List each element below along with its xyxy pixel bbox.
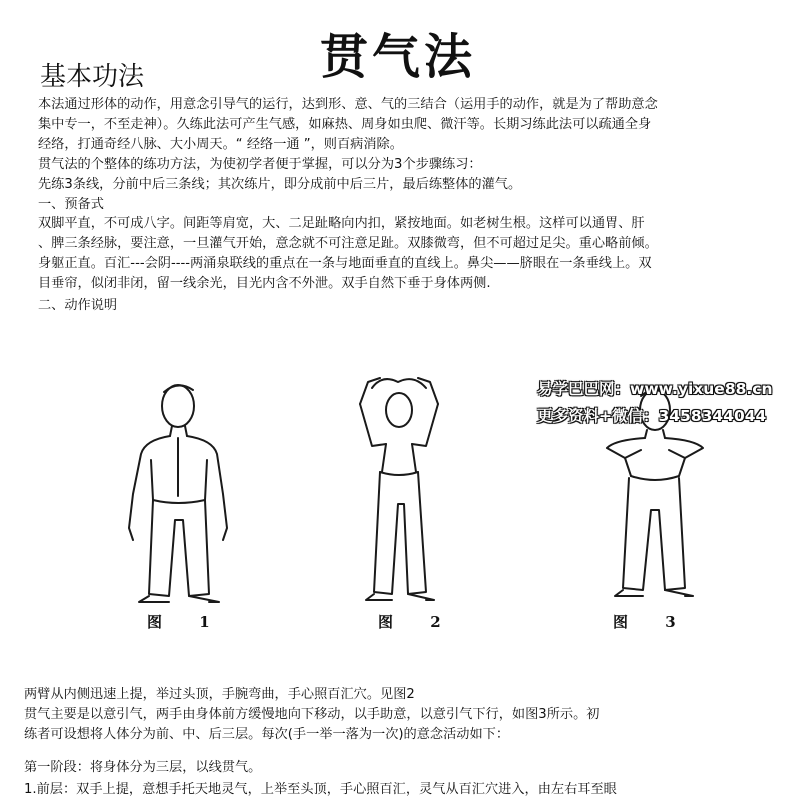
figure-caption: 图 2 — [378, 613, 457, 631]
paragraph-line: 身躯正直。百汇---会阴----两涌泉联线的重点在一条与地面垂直的直线上。鼻尖——脐眼在一条垂线上。双 — [38, 256, 652, 271]
subheading-preparation: 一、预备式 — [38, 197, 104, 212]
paragraph-line: 目垂帘，似闭非闭，留一线余光，目光内含不外泄。双手自然下垂于身体两侧. — [38, 276, 491, 291]
figure-caption: 图 1 — [147, 613, 226, 631]
paragraph-line: 双脚平直，不可成八字。间距等肩宽，大、二足趾略向内扣，紧按地面。如老树生根。这样可以通胃、肝 — [38, 216, 645, 231]
paragraph-line: 练者可设想将人体分为前、中、后三层。每次(手一举一落为一次)的意念活动如下： — [24, 727, 510, 742]
paragraph-line: 1.前层：双手上提，意想手托天地灵气，上举至头顶，手心照百汇，灵气从百汇穴进入，由左右耳至眼 — [24, 782, 617, 797]
paragraph-line: 贯气主要是以意引气，两手由身体前方缓慢地向下移动，以手助意，以意引气下行，如图3所示。初 — [24, 707, 600, 722]
watermark-line: 易学巴巴网：www.yixue88.cn — [537, 380, 773, 398]
paragraph-line: 本法通过形体的动作，用意念引导气的运行，达到形、意、气的三结合（运用手的动作，就是为了帮助意念 — [38, 97, 658, 112]
paragraph-line: 贯气法的个整体的练功方法，为使初学者便于掌握，可以分为3个步骤练习： — [38, 157, 482, 172]
standing-figure-arms-overhead-icon — [342, 368, 457, 608]
subheading-actions: 二、动作说明 — [38, 298, 118, 313]
paragraph-line: 两臂从内侧迅速上提，举过头顶，手腕弯曲，手心照百汇穴。见图2 — [24, 687, 415, 702]
paragraph-line: 经络，打通奇经八脉、大小周天。“ 经络一通 ”，则百病消除。 — [38, 137, 403, 152]
standing-figure-arms-down-icon — [115, 378, 245, 610]
paragraph-line: 第一阶段：将身体分为三层，以线贯气。 — [24, 760, 262, 775]
section-heading: 基本功法 — [40, 62, 145, 92]
page-title: 贯气法 — [320, 29, 477, 85]
paragraph-line: 先练3条线，分前中后三条线；其次练片，即分成前中后三片，最后练整体的灌气。 — [38, 177, 522, 192]
figure-caption: 图 3 — [613, 613, 692, 631]
watermark-line: 更多资料+微信：3458344044 — [537, 407, 767, 425]
paragraph-line: 集中专一，不至走神）。久练此法可产生气感，如麻热、周身如虫爬、微汗等。长期习练此法可以疏通全身 — [38, 117, 652, 132]
paragraph-line: 、脾三条经脉，要注意，一旦灌气开始，意念就不可注意足趾。双膝微弯，但不可超过足尖。重心略前倾。 — [38, 236, 658, 251]
